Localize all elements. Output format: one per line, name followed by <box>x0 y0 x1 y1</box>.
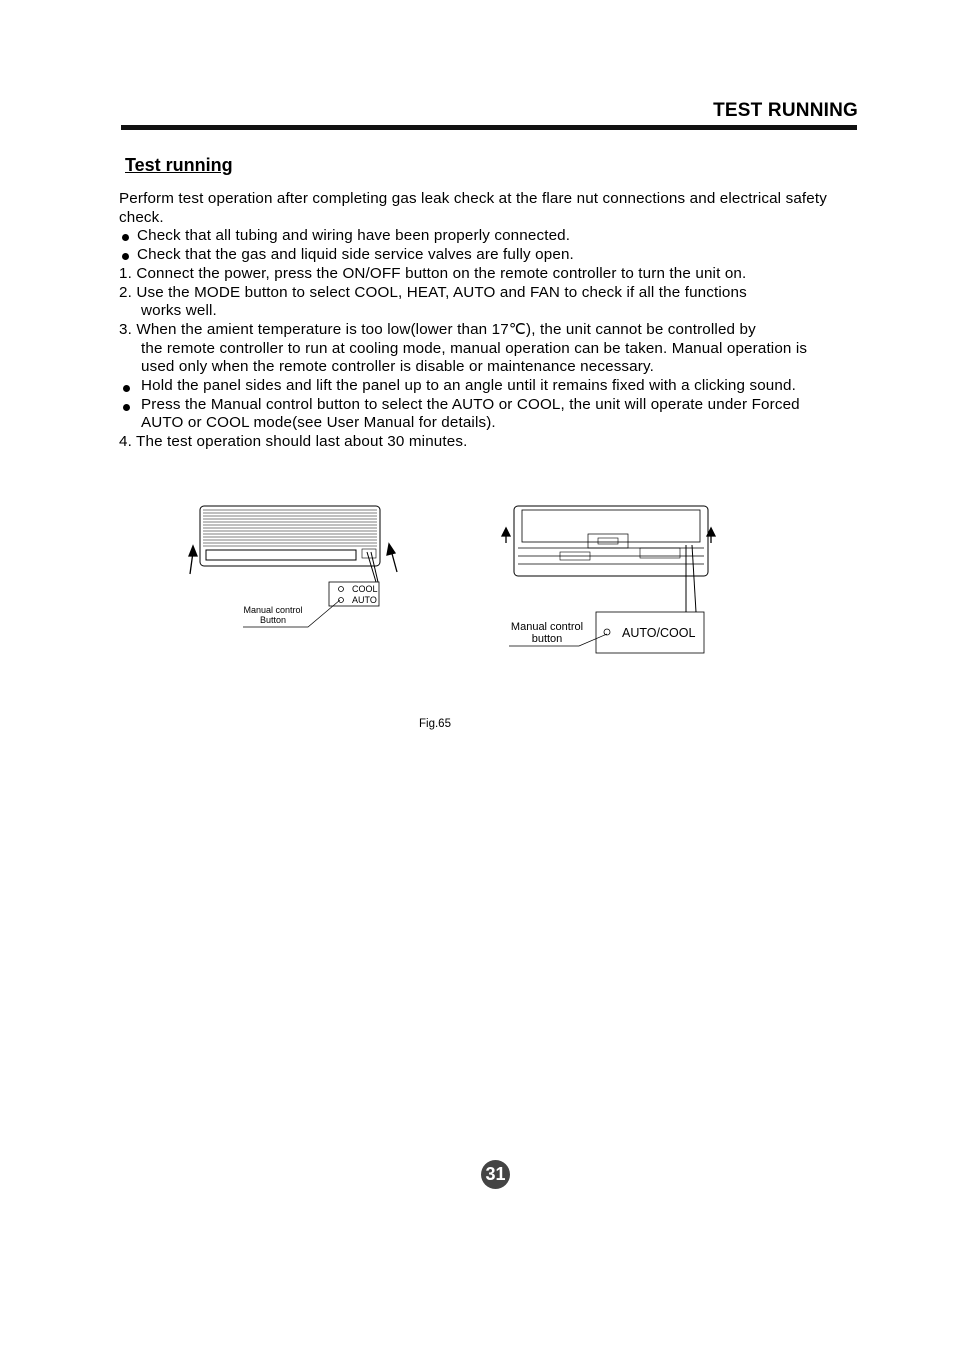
right-option-auto-cool: AUTO/COOL <box>622 626 696 640</box>
step-1: 1. Connect the power, press the ON/OFF button on the remote controller to turn the unit on. <box>119 264 747 282</box>
step-3: 3. When the amient temperature is too low(lower than 17℃), the unit cannot be controlled by <box>119 320 756 338</box>
left-option-auto: AUTO <box>352 595 377 605</box>
step-4: 4. The test operation should last about 30 minutes. <box>119 433 468 451</box>
figure-caption: Fig.65 <box>419 718 451 730</box>
indoor-unit-closed <box>200 506 380 582</box>
section-title: Test running <box>125 155 233 175</box>
right-manual-label-line2: button <box>531 633 563 645</box>
lift-arrows-left <box>189 544 397 574</box>
left-manual-label <box>233 605 313 625</box>
right-manual-label <box>502 621 592 645</box>
header-title: TEST RUNNING <box>713 100 858 121</box>
manual-item-text: Press the Manual control button to select the AUTO or COOL, the unit will operate under Forced AUTO or COOL mode(see User Manual for details). <box>141 395 800 432</box>
intro-paragraph: Perform test operation after completing gas leak check at the flare nut connections and electrical safety check. <box>119 190 827 226</box>
left-manual-label-line2: Button <box>259 615 287 625</box>
step-2: 2. Use the MODE button to select COOL, HEAT, AUTO and FAN to check if all the functions <box>119 283 747 301</box>
right-manual-label-line1: Manual control <box>510 621 584 633</box>
page-number-badge: 31 <box>481 1160 510 1189</box>
auto-led-icon <box>339 598 344 603</box>
manual-item-text: Hold the panel sides and lift the panel up to an angle until it remains fixed with a clicking sound. <box>141 377 796 395</box>
cool-led-icon <box>339 587 344 592</box>
step-3-cont: the remote controller to run at cooling mode, manual operation can be taken. Manual operation is used only when the remote controller is disable or maintenance necessary. <box>141 339 808 376</box>
indoor-unit-open <box>514 506 708 612</box>
left-option-cool: COOL <box>352 584 378 594</box>
left-manual-label-line1: Manual control <box>243 605 303 615</box>
lift-arrows-right <box>502 528 715 543</box>
pre-check-text: Check that the gas and liquid side service valves are fully open. <box>137 246 574 264</box>
step-2-cont: works well. <box>141 302 217 320</box>
pre-check-text: Check that all tubing and wiring have been properly connected. <box>137 227 571 245</box>
